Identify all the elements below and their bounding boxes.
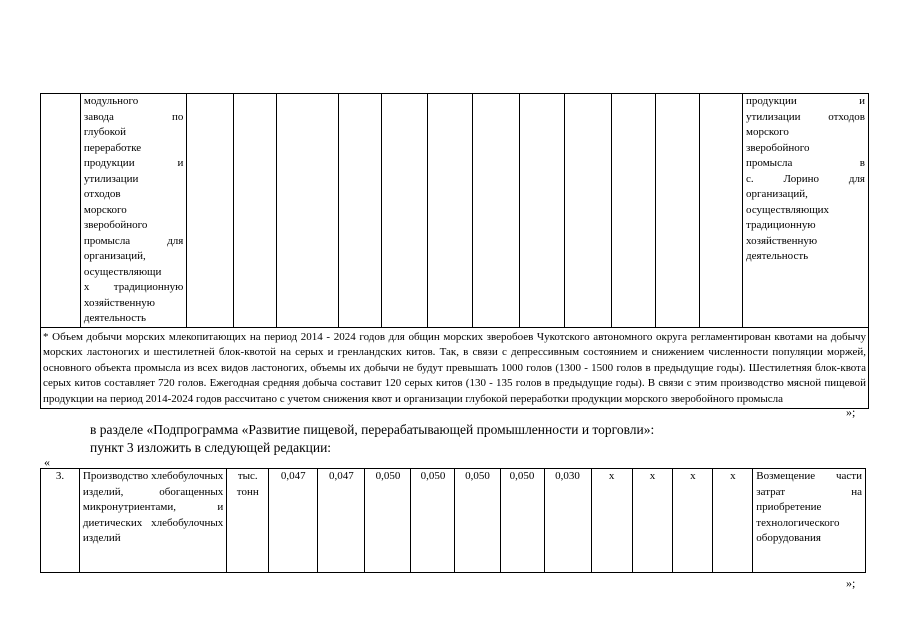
text-line: завода по xyxy=(83,110,184,123)
measure-name-cell xyxy=(80,94,186,328)
value-cell xyxy=(381,94,427,328)
closing-quote: »; xyxy=(846,576,856,590)
value-cell xyxy=(700,94,743,328)
measure-name-text xyxy=(84,94,183,327)
row-number-cell xyxy=(41,94,81,328)
result-text xyxy=(746,94,865,265)
text-line: морского xyxy=(83,203,127,216)
closing-quote: »; xyxy=(846,405,856,419)
text-line: организаций, xyxy=(83,250,146,262)
text-line: х традиционную xyxy=(83,281,184,293)
text-line: деятельность xyxy=(746,250,809,262)
value-cell xyxy=(472,94,519,328)
value-cell: x xyxy=(591,469,632,573)
value-cell: 0,050 xyxy=(455,469,500,573)
footnote-text: * Объем добычи морских млекопитающих на период 2014 - 2024 годов для общин морских зверобоев Чукотского автономного округа регламентирован квотами на добычу морских ластоногих и шестилетней блок-квотой на серых и гренландских китов. Так, в связи с депрессивным состоянием и снижением численности популяции моржей, основного объекта промысла из всех видов ластоногих, объемы их добычи не будут превышать 1000 голов (1300 - 1500 голов в предыдущие годы). Шестилетняя блок-квота серых китов составляет 720 голов. Ежегодная средняя добыча составит 120 серых китов (130 - 135 голов в предыдущие годы). В связи с этим производство мясной пищевой продукции на период 2014-2024 годов рассчитано с учетом снижения квот и организации глубокой переработки продукции морского зверобойного промысла xyxy=(41,327,869,409)
value-cell xyxy=(564,94,611,328)
text-line: организаций, xyxy=(746,188,808,200)
text-line: модульного xyxy=(83,95,139,107)
value-cell: 0,050 xyxy=(365,469,411,573)
value-cell: 0,050 xyxy=(411,469,455,573)
opening-quote: « xyxy=(44,455,50,469)
value-cell: 0,047 xyxy=(269,469,318,573)
text-line: хозяйственную xyxy=(83,296,155,309)
value-cell xyxy=(234,94,277,328)
value-cell: 0,030 xyxy=(544,469,591,573)
text-line: осуществляющих xyxy=(746,203,830,216)
value-cell xyxy=(656,94,700,328)
text-line: утилизации xyxy=(83,172,139,185)
text-line: отходов xyxy=(83,188,121,200)
text-line: глубокой xyxy=(83,126,126,138)
text-line: традиционную xyxy=(746,219,816,231)
text-line: промысла в xyxy=(746,157,865,169)
value-cell xyxy=(338,94,381,328)
result-cell xyxy=(743,94,869,328)
value-cell xyxy=(612,94,656,328)
row3-table xyxy=(40,468,866,573)
result-cell: Возмещение части затрат на приобретение технологического оборудования xyxy=(753,469,866,573)
section-heading: в разделе «Подпрограмма «Развитие пищевой, перерабатывающей промышленности и торговли»: xyxy=(90,422,655,437)
section-subheading: пункт 3 изложить в следующей редакции: xyxy=(90,440,332,455)
text-line: хозяйственную xyxy=(746,234,818,247)
value-cell: x xyxy=(632,469,673,573)
value-cell xyxy=(427,94,472,328)
unit-cell xyxy=(187,94,234,328)
text-line: зверобойного xyxy=(83,219,148,231)
text-line: зверобойного xyxy=(746,141,810,154)
value-cell xyxy=(277,94,338,328)
measure-name-cell: Производство хлебобулочных изделий, обогащенных микронутриентами, и диетических хлебобулочных изделий xyxy=(79,469,226,573)
text-line: деятельность xyxy=(83,312,147,324)
footnote-row xyxy=(41,327,869,409)
value-cell xyxy=(519,94,564,328)
row-number-cell: 3. xyxy=(41,469,80,573)
text-line: морского xyxy=(746,126,789,138)
value-cell: x xyxy=(713,469,753,573)
text-line: продукции и xyxy=(746,95,865,107)
table-row xyxy=(41,94,869,328)
text-line: переработке xyxy=(83,141,142,154)
text-line: осуществляющи xyxy=(83,265,162,278)
table-row xyxy=(41,469,866,573)
value-cell: 0,050 xyxy=(500,469,544,573)
value-cell: 0,047 xyxy=(318,469,365,573)
value-cell: x xyxy=(673,469,713,573)
text-line: с. Лорино для xyxy=(746,172,865,185)
text-line: утилизации отходов xyxy=(746,110,865,123)
text-line: продукции и xyxy=(83,157,184,169)
unit-cell: тыс. тонн xyxy=(227,469,269,573)
continuation-table xyxy=(40,93,869,409)
text-line: промысла для xyxy=(83,234,184,247)
